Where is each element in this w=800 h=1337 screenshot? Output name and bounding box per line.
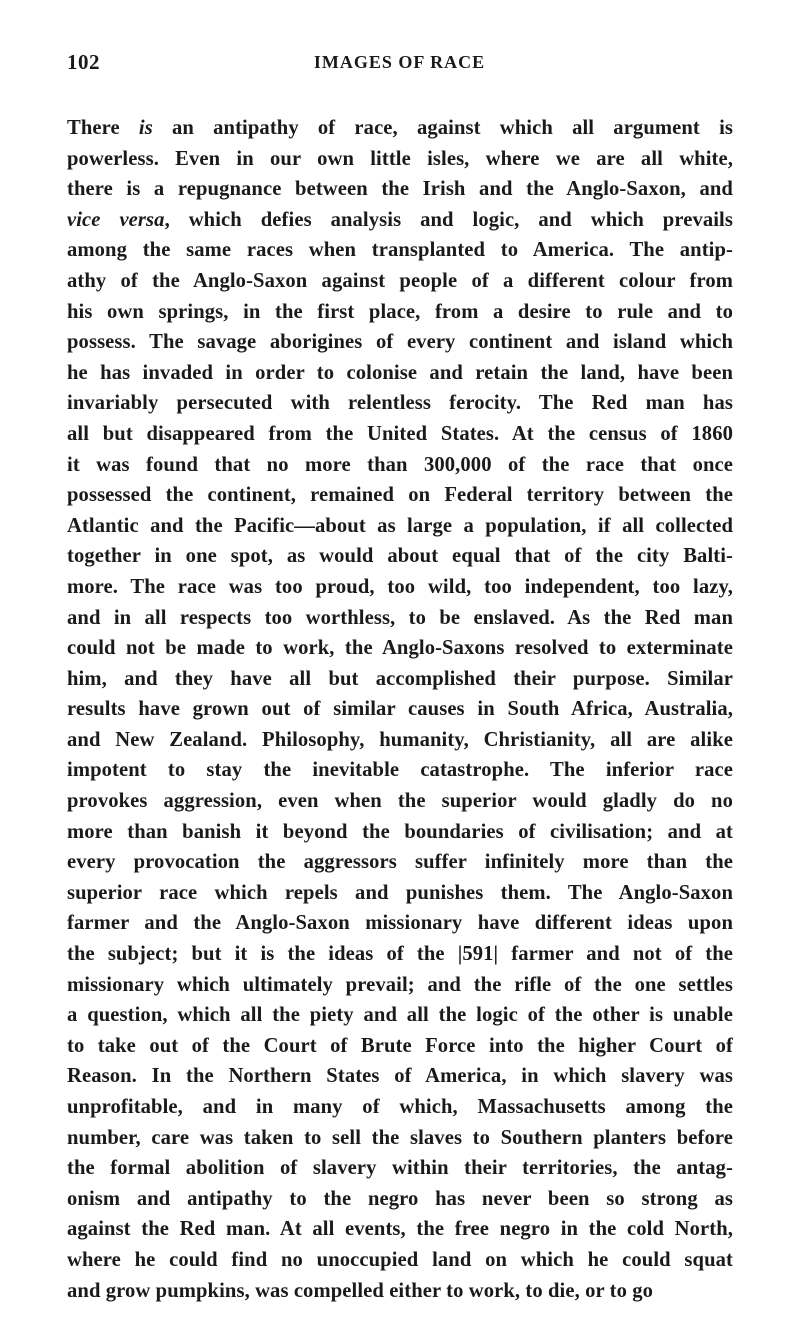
text-segment: to take out of the Court of Brute Force into the higher Court of bbox=[67, 1034, 733, 1057]
text-line bbox=[67, 1123, 733, 1154]
text-segment: There bbox=[67, 117, 139, 139]
text-segment: his own springs, in the first place, from a desire to rule and to bbox=[67, 300, 733, 323]
text-segment: athy of the Anglo-Saxon against people of a different colour from bbox=[67, 269, 733, 292]
text-segment: all but disappeared from the United States. At the census of 1860 bbox=[67, 422, 733, 445]
text-segment: invariably persecuted with relentless ferocity. The Red man has bbox=[67, 392, 733, 415]
text-segment: among the same races when transplanted to America. The antip- bbox=[67, 239, 733, 262]
text-line bbox=[67, 847, 733, 878]
text-segment: an antipathy of race, against which all argument is bbox=[152, 117, 733, 139]
text-line bbox=[67, 419, 733, 450]
text-segment: more. The race was too proud, too wild, too independent, too lazy, bbox=[67, 575, 733, 598]
text-line bbox=[67, 388, 733, 419]
text-segment: and New Zealand. Philosophy, humanity, Christianity, all are alike bbox=[67, 728, 733, 751]
text-line bbox=[67, 266, 733, 297]
text-line bbox=[67, 541, 733, 572]
text-line bbox=[67, 113, 733, 144]
italic-text: vice versa bbox=[67, 208, 165, 231]
text-segment: the formal abolition of slavery within their territories, the antag- bbox=[67, 1157, 733, 1180]
text-segment: farmer and the Anglo-Saxon missionary have different ideas upon bbox=[67, 912, 733, 935]
text-line bbox=[67, 327, 733, 358]
text-segment: against the Red man. At all events, the free negro in the cold North, bbox=[67, 1218, 733, 1241]
text-line bbox=[67, 664, 733, 695]
text-line bbox=[67, 144, 733, 175]
text-line bbox=[67, 725, 733, 756]
text-segment: the subject; but it is the ideas of the |591| farmer and not of the bbox=[67, 943, 733, 966]
text-line bbox=[67, 817, 733, 848]
text-segment: results have grown out of similar causes in South Africa, Australia, bbox=[67, 698, 733, 721]
text-line bbox=[67, 358, 733, 389]
text-line bbox=[67, 755, 733, 786]
text-segment: , which defies analysis and logic, and which prevails bbox=[164, 208, 733, 231]
text-segment: more than banish it beyond the boundaries of civilisation; and at bbox=[67, 820, 733, 843]
text-segment: powerless. Even in our own little isles, where we are all white, bbox=[67, 147, 733, 170]
text-segment: him, and they have all but accomplished their purpose. Similar bbox=[67, 667, 733, 690]
text-line bbox=[67, 1092, 733, 1123]
italic-text: is bbox=[138, 117, 153, 139]
text-line bbox=[67, 1214, 733, 1245]
text-line bbox=[67, 1061, 733, 1092]
text-segment: onism and antipathy to the negro has never been so strong as bbox=[67, 1187, 733, 1210]
text-line bbox=[67, 786, 733, 817]
text-line bbox=[67, 970, 733, 1001]
text-line bbox=[67, 1153, 733, 1184]
text-segment: a question, which all the piety and all the logic of the other is unable bbox=[67, 1004, 733, 1027]
text-line bbox=[67, 450, 733, 481]
text-segment: unprofitable, and in many of which, Massachusetts among the bbox=[67, 1096, 733, 1118]
text-segment: missionary which ultimately prevail; and the rifle of the one settles bbox=[67, 973, 733, 996]
text-segment: impotent to stay the inevitable catastrophe. The inferior race bbox=[67, 759, 733, 782]
text-line bbox=[67, 939, 733, 970]
text-segment: and grow pumpkins, was compelled either to work, to die, or to go bbox=[67, 1279, 654, 1302]
text-line bbox=[67, 1276, 733, 1307]
text-line bbox=[67, 1245, 733, 1276]
text-line bbox=[67, 572, 733, 603]
text-line bbox=[67, 1184, 733, 1215]
text-segment: he has invaded in order to colonise and retain the land, have been bbox=[67, 361, 733, 384]
text-line bbox=[67, 878, 733, 909]
text-line bbox=[67, 205, 733, 236]
text-segment: provokes aggression, even when the superior would gladly do no bbox=[67, 790, 733, 813]
text-segment: number, care was taken to sell the slaves to Southern planters before bbox=[67, 1126, 733, 1149]
text-line bbox=[67, 633, 733, 664]
text-line bbox=[67, 235, 733, 266]
text-segment: Reason. In the Northern States of America, in which slavery was bbox=[67, 1065, 733, 1088]
text-line bbox=[67, 908, 733, 939]
text-segment: could not be made to work, the Anglo-Saxons resolved to exterminate bbox=[67, 637, 733, 660]
text-line bbox=[67, 694, 733, 725]
running-head: IMAGES OF RACE bbox=[313, 52, 486, 72]
text-line bbox=[67, 1000, 733, 1031]
text-line bbox=[67, 174, 733, 205]
text-segment: and in all respects too worthless, to be enslaved. As the Red man bbox=[67, 606, 733, 629]
text-segment: where he could find no unoccupied land on which he could squat bbox=[67, 1248, 733, 1271]
text-segment: Atlantic and the Pacific—about as large a population, if all collected bbox=[67, 514, 733, 537]
text-segment: possess. The savage aborigines of every continent and island which bbox=[67, 331, 733, 354]
text-segment: possessed the continent, remained on Federal territory between the bbox=[67, 484, 733, 507]
page-header bbox=[67, 50, 732, 80]
text-segment: together in one spot, as would about equal that of the city Balti- bbox=[67, 545, 733, 568]
text-line bbox=[67, 480, 733, 511]
text-segment: it was found that no more than 300,000 of the race that once bbox=[67, 453, 733, 476]
body-text bbox=[67, 113, 733, 1306]
text-line bbox=[67, 297, 733, 328]
text-segment: superior race which repels and punishes them. The Anglo-Saxon bbox=[67, 881, 733, 904]
text-segment: every provocation the aggressors suffer infinitely more than the bbox=[67, 851, 733, 874]
page-number: 102 bbox=[67, 50, 100, 74]
text-line bbox=[67, 1031, 733, 1062]
text-segment: there is a repugnance between the Irish and the Anglo-Saxon, and bbox=[67, 178, 733, 201]
text-line bbox=[67, 511, 733, 542]
text-line bbox=[67, 603, 733, 634]
